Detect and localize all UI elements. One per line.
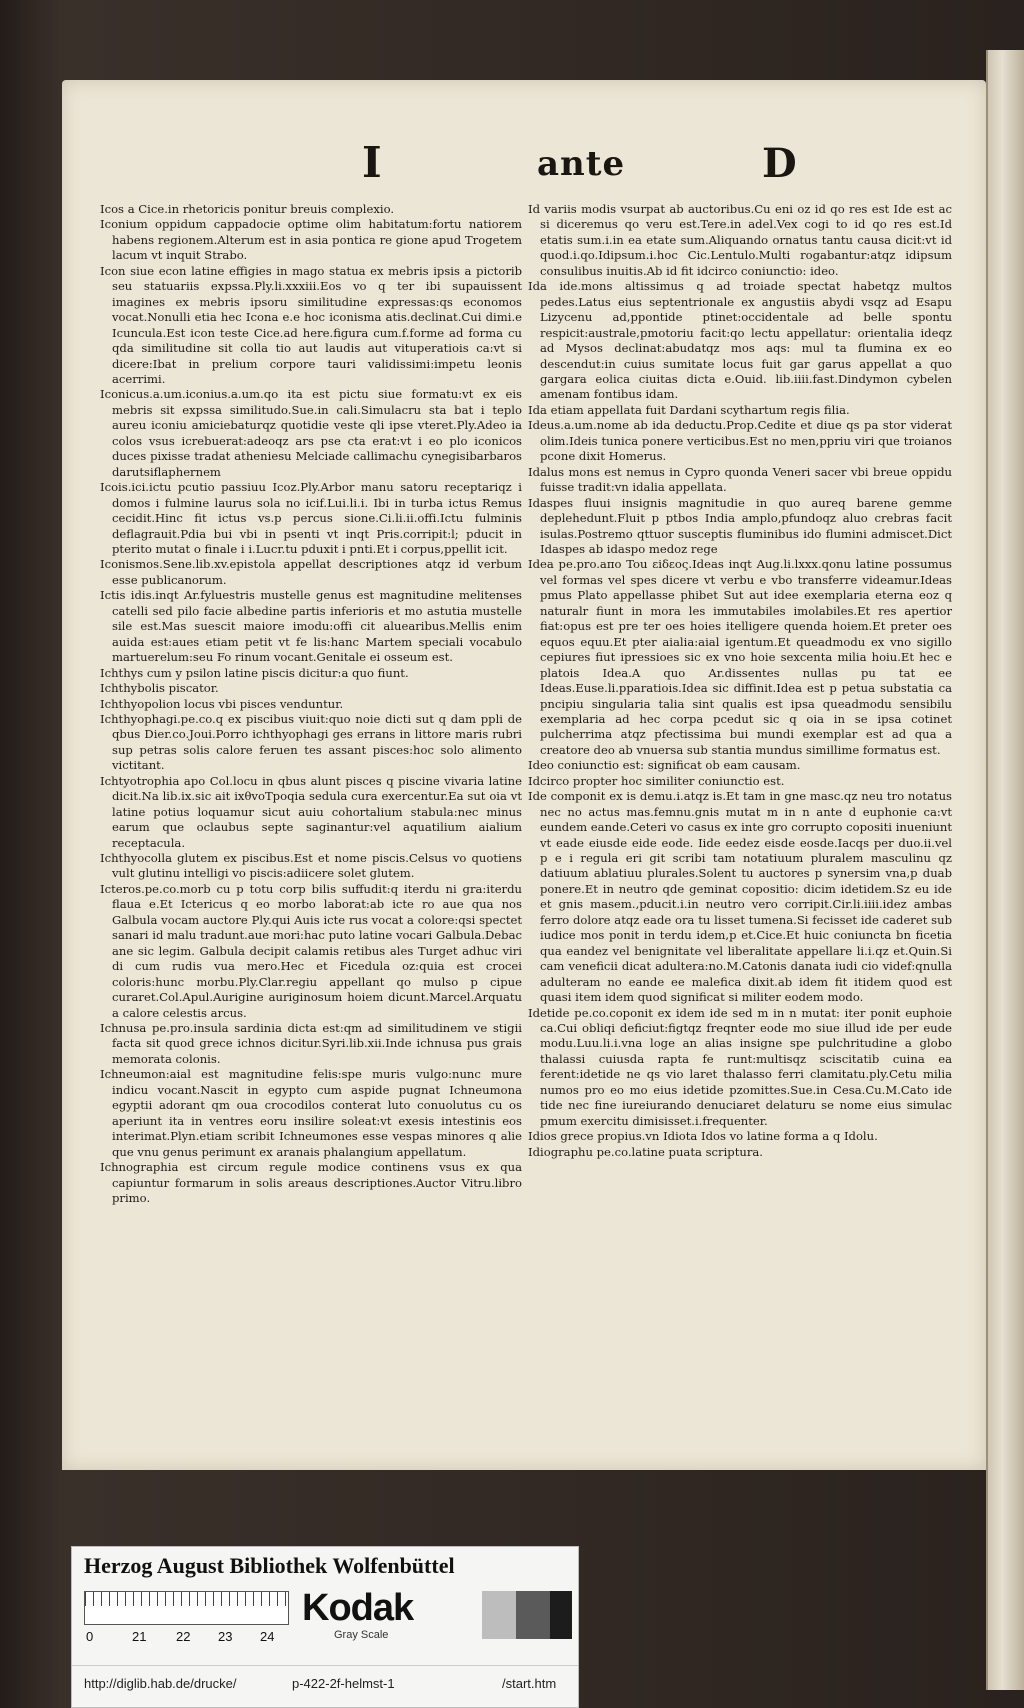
left-text-column	[100, 202, 522, 1206]
page-header	[62, 138, 986, 198]
gray-swatch-mid	[516, 1591, 550, 1639]
dictionary-entry: Icois.ici.ictu pcutio passiuu Icoz.Ply.Arbor manu satoru receptariqz i domos i fulmine laurus sola no icif.Lui.li.i. Ibi in turba ictus Remus cecidit.Hinc fit ictus vs.p percus sione.Ci.li.ii.offi.Ictu fulminis deflagrauit.Pdia bui vbi in psenti vt inqt Pris.corripit:l; pducit in pterito mutat o finale i i.Lucr.tu pduxit i pnti.Et i corpus,ppellit icit.	[100, 480, 522, 556]
kodak-logo: Kodak	[302, 1587, 414, 1629]
dictionary-entry: Idea pe.pro.aπo Tou εiδεoς.Ideas inqt Aug.li.lxxx.qonu latine possumus vel formas vel spes dicere vt verbu e vbo transferre videamur.Ideas pmus Plato appellasse phibet Sut aut idee exemplaria eterna eoz q naturalr fiunt in mora les immutabiles imolabiles.Et res apertior fiat:opus est pre ter oes hoies itelligere quenda hoiem.Et preter oes equos equu.Et pter aialia:aial igentum.Et queadmodu ex vno sigillo cepiures fiut ipressioes sic ex vno hoie sexcenta milia hoiu.Et hec e platois Idea.A quo Ar.dissentes nullas pu tat ee Ideas.Euse.li.pparatiois.Idea sic diffinit.Idea est p petua substatia ca pncipiu singularia talia sint qualis est ipsa queadmodu sensibilu exemplaria ad hec corpa pcedut sic q oia in se ipsa cotinet pulcherrima atqz pfectissima bui mundi exemplar est ad qua a creatore deo ab vnuersa sub stantia mundus simillime formatus est.	[528, 557, 952, 757]
ruler-number: 0	[86, 1629, 94, 1644]
dictionary-entry: Idcirco propter hoc similiter coniunctio est.	[528, 773, 785, 788]
dictionary-entry: Ichnusa pe.pro.insula sardinia dicta est:qm ad similitudinem ve stigii facta sit quod grece ichnos dicitur.Syri.lib.xii.Inde ichnusa pus grais memorata colonis.	[100, 1021, 522, 1066]
dictionary-entry: Idetide pe.co.coponit ex idem ide sed m in n mutat: iter ponit euphoie ca.Cui obliqi deficiut:figtqz freqnter eode mo siue illud ide per eude modu.Luu.li.i.vna loge an alias insigne spe pulchritudine a globo thalassi cuiusda rapta fe runt:multisqz sciscitatib cuina ea ferent:idetide ne qs vio laret thalasso ferri clamitatu.ply.Cetu milia numos pro eo mo eius idetide pzomittes.Sue.in Cesa.Cu.M.Cato ide tide nec fine iureiurando denuciaret delaturu se nome eius simulac pmum exercitu dimisisset.i.frequenter.	[528, 1005, 952, 1128]
dictionary-entry: Ide componit ex is demu.i.atqz is.Et tam in gne masc.qz neu tro notatus nec no actus mas.femnu.gnis mutat m in n ante d euphonie ca:vt eundem eande.Ceteri vo casus ex inte gro corrupto copositi inueniunt vt eade eiusde eide eode. Iide eedez eisde eosde.Iacqs per duo.ii.vel p e i regula eri git scribi tam notatiuum pluralem masculinu qz datiuum ablatiuu plurales.Solent tu auctores p synersim vna,p duab ponere.Et in neutro qde geminat copositio: dicim idetidem.Sz eu ide et gnis masem.,pducit.i.in neutro vero corripit.Cir.li.iiii.idez ambas ferro dolore atqz eade ora tu lisset tumena.Si fecisset ide caderet sub iudice mos ponit in terdu idem,p et.Cice.Et huic coniuncta bn ficetia qua eandez vel benignitate vel liberalitate appellare li.i.qz et.Quin.Si cam veneficii dicat adultera:no.M.Catonis danata iudi cio videf:qnulla adulteram no eande ee malefica dixit.ab idem fit itidem quod est quasi item idem quod significat si militer eodem modo.	[528, 789, 952, 1005]
url-start-page: /start.htm	[502, 1676, 557, 1691]
dictionary-entry: Ida etiam appellata fuit Dardani scythartum regis filia.	[528, 402, 850, 417]
dictionary-entry: Iconium oppidum cappadocie optime olim habitatum:fortu natiorem habens regionem.Alterum est in asia pontica re gione apud Trogetem lacum vt inquit Strabo.	[100, 217, 522, 263]
library-color-card	[71, 1546, 579, 1708]
measurement-ruler	[84, 1591, 289, 1625]
adjacent-page-edge	[986, 50, 1024, 1690]
gray-swatch-dark	[550, 1591, 572, 1639]
ruler-number: 22	[176, 1629, 191, 1644]
dictionary-entry: Ichthyopolion locus vbi pisces venduntur.	[100, 696, 344, 711]
dictionary-entry: Ichnographia est circum regule modice continens vsus ex qua capiuntur formarum in solis areaus descriptiones.Auctor Vitru.libro primo.	[100, 1160, 522, 1205]
dictionary-entry: Ichneumon:aial est magnitudine felis:spe muris vulgo:nunc mure indicu vocant.Nascit in egypto cum aspide pugnat Ichneumona egyptii adorant qm oua crocodilos conterat luto conuolutus cu os aperiunt ita in ventres eoru insilire soleat:vt exesis intestinis eos interimat.Plyn.etiam scribit Ichneumones esse vespas minores q alie que vnu genus perimunt ex aranais phalangium appellatum.	[100, 1067, 522, 1159]
header-running-title: ante	[537, 144, 626, 184]
dictionary-entry: Ideus.a.um.nome ab ida deductu.Prop.Cedite et diue qs pa stor viderat olim.Ideis tunica ponere verticibus.Est no men,ppriu viri que troianos pcone dixit Homerus.	[528, 418, 952, 464]
header-left-letter: I	[362, 138, 382, 187]
dictionary-entry: Idaspes fluui insignis magnitudie in quo aureq barene gemme deplehedunt.Fluit p ptbos India amplo,pfundoqz aluo crebras facit isulas.Postremo qttuor susceptis fluminibus ido flumini admiscet.Dict Idaspes ab idaspo medoz rege	[528, 495, 952, 556]
ruler-number: 21	[132, 1629, 147, 1644]
dictionary-entry: Idalus mons est nemus in Cypro quonda Veneri sacer vbi breue oppidu fuisse tradit:vn idalia appellata.	[528, 464, 952, 495]
dictionary-entry: Ichthys cum y psilon latine piscis dicitur:a quo fiunt.	[100, 665, 409, 680]
dictionary-entry: Ichtyotrophia apo Col.locu in qbus alunt pisces q piscine vivaria latine dicit.Na lib.ix.sic ait ixθvoTpoqia sedula cura exercentur.Ea sut oia vt latine potius loquamur sicut auiu cohortalium stabula:nec minus earum que oclaubus septe saginantur:vel aquatilium aialium receptacula.	[100, 773, 522, 850]
dictionary-entry: Ichthyocolla glutem ex piscibus.Est et nome piscis.Celsus vo quotiens vult glutinu intelligi vo piscis:adiicere solet glutem.	[100, 851, 522, 881]
dictionary-entry: Ideo coniunctio est: significat ob eam causam.	[528, 758, 801, 773]
book-page	[62, 80, 986, 1470]
dictionary-entry: Idiographu pe.co.latine puata scriptura.	[528, 1144, 763, 1159]
dictionary-entry: Ida ide.mons altissimus q ad troiade spectat habetqz multos pedes.Latus eius septentrionale ex angustiis abydi vsqz ad Esapu Lizycenu ad,ppontide ptinet:occidentale ad belle spontu respicit:australe,pmotoriu facit:qo lectu appellatur: orientalia ideqz ad Mysos declinat:abudatqz mos aqs: mul ta flumina ex eo descendut:in cuius sumitate locus fuit gar garus appellat a quo gargara eolica ciuitas dicta e.Ouid. lib.iiii.fast.Dindymon cybelen amenam fontibus idam.	[528, 279, 952, 402]
right-text-column	[528, 202, 952, 1160]
url-item-id: p-422-2f-helmst-1	[292, 1676, 395, 1691]
ruler-number: 23	[218, 1629, 233, 1644]
dictionary-entry: Icos a Cice.in rhetoricis ponitur breuis complexio.	[100, 202, 395, 216]
library-title: Herzog August Bibliothek Wolfenbüttel	[84, 1553, 455, 1578]
dictionary-entry: Iconismos.Sene.lib.xv.epistola appellat descriptiones atqz id verbum esse publicanorum.	[100, 557, 522, 587]
dictionary-entry: Icon siue econ latine effigies in mago statua ex mebris ipsis a pictorib seu statuariis expssa.Ply.li.xxxiii.Eos vo q ter ibi supauissent imagines ex mebris ipsoru similitudine expressas:qs economos vocat.Nonulli etia hec Icona e.e hoc iconisma atis.declinat.Cui dimi.e Icuncula.Est icon teste Cice.ad here.figura cum.f.forme ad forma cu qda similitudine sit colla tio aut laudis aut vituperatiois ca:vt si dicere:Ibat in prelium corpore tauri validissimi:impetu leonis acerrimi.	[100, 263, 522, 386]
gray-scale-label: Gray Scale	[334, 1629, 389, 1641]
dictionary-entry: Ictis idis.inqt Ar.fyluestris mustelle genus est magnitudine melitenses catelli sed pilo facie albedine partis inferioris et mo astutia mustelle sile est.Mas suescit maiore imodu:offi cit aluearibus.Mellis enim auida est:aues etiam petit vt fe lis:hanc Martem speciali vocabulo martuerelum:seu Fo rinum vocant.Genitale ei osseum est.	[100, 588, 522, 665]
gray-swatch-light	[482, 1591, 516, 1639]
dictionary-entry: Iconicus.a.um.iconius.a.um.qo ita est pictu siue formatu:vt ex eis mebris sit expssa similitudo.Sue.in cali.Simulacru sta bat i teplo aureu iconiu amiciebaturqz quotidie veste qli ipse vteret.Ply.Adeo ia colos vsus icrebuerat:adeoqz ars pse cta erat:vt i eo plo iconicos duces pixisse tradat atheniesu Melciade callimachu cynegisibarbaros darutsiflaphernem	[100, 387, 522, 479]
header-right-letter: D	[762, 140, 797, 187]
url-row	[72, 1665, 578, 1701]
dictionary-entry: Ichthybolis piscator.	[100, 681, 219, 696]
ruler-ticks	[85, 1592, 288, 1606]
url-base: http://diglib.hab.de/drucke/	[84, 1676, 237, 1691]
dictionary-entry: Ichthyophagi.pe.co.q ex piscibus viuit:quo noie dicti sut q dam ppli de qbus Dier.co.Joui.Porro ichthyophagi ges errans in littore maris rubri sup petras solis calore feruen tes assant pisces:hoc solo alimento victitant.	[100, 711, 522, 773]
ruler-number: 24	[260, 1629, 275, 1644]
dictionary-entry: Idios grece propius.vn Idiota Idos vo latine forma a q Idolu.	[528, 1129, 878, 1144]
dictionary-entry: Icteros.pe.co.morb cu p totu corp bilis suffudit:q iterdu ni gra:iterdu flaua e.Et Ictericus q eo morbo laborat:ab icte ro aue qua nos Galbula vocam auctore Ply.qui Auis icte rus vocat a colore:qsi spectet sanari id malu tradunt.aue mori:hac puto latine vocari Galbula.Debac ane sic legim. Galbula decipit calamis retibus ales Turget adhuc viri di cum rudis vua mero.Hec et Ficedula oz:quia est crocei coloris:hunc morbu.Ply.Clar.regiu appellant qo mulso p cipue curaret.Col.Apul.Aurigine auriginosum hoiem dicunt.Marcel.Arquatu a calore celestis arcus.	[100, 881, 522, 1020]
dictionary-entry: Id variis modis vsurpat ab auctoribus.Cu eni oz id qo res est Ide est ac si diceremus qo veru est.Tere.in adel.Vex cogi to id qo res est.Id etatis sum.i.in ea etate sum.Aliquando ornatus tantu causa dicit:vt id quod.i.qo.Idipsum.i.hoc Cic.Lentulo.Multi rogabantur:atqz idipsum consulibus inuitis.Ab id fit idcirco coniunctio: ideo.	[528, 202, 952, 278]
